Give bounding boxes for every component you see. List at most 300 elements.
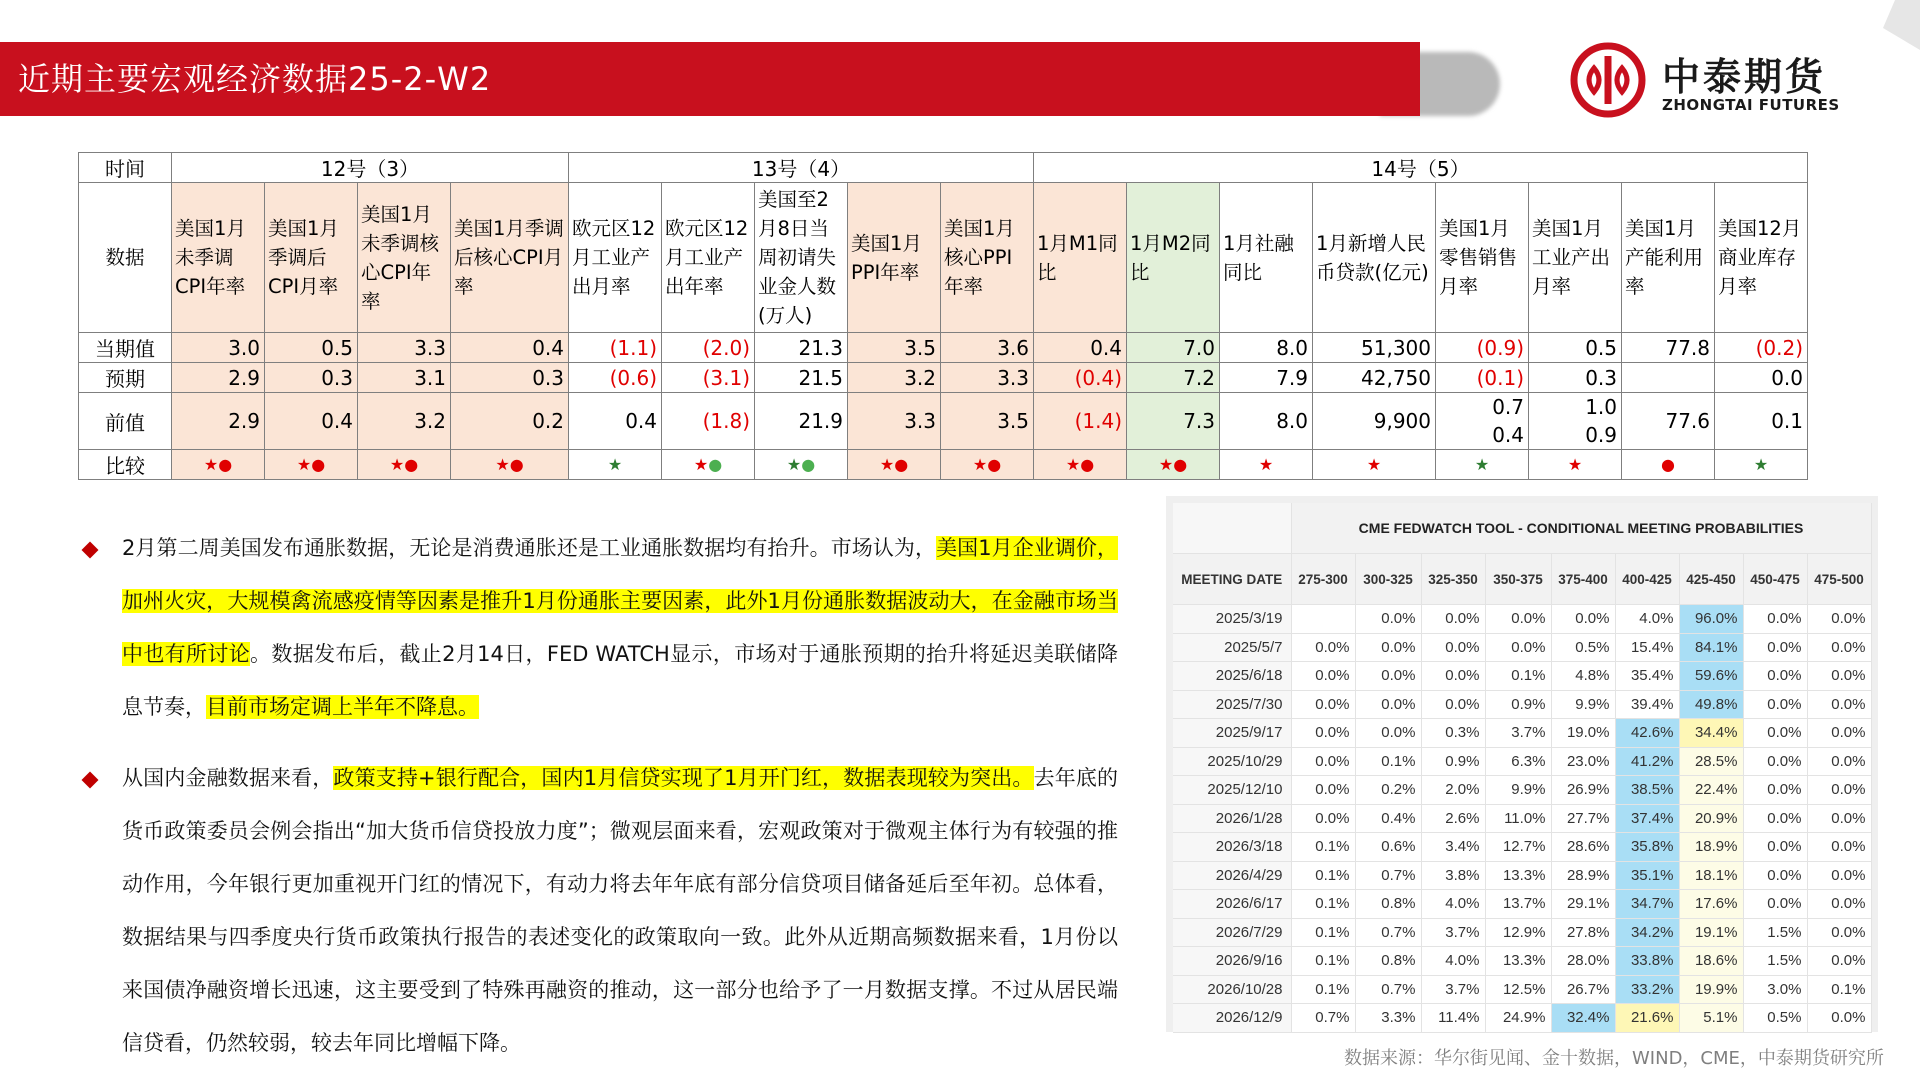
probability-cell: 24.9% (1485, 1004, 1551, 1033)
probability-cell: 35.4% (1615, 662, 1679, 691)
probability-cell: 0.0% (1743, 690, 1807, 719)
star-icon: ★ (1065, 455, 1081, 474)
probability-cell: 1.5% (1743, 947, 1807, 976)
probability-cell: 12.5% (1485, 975, 1551, 1004)
probability-cell: 0.0% (1743, 833, 1807, 862)
probability-cell: 13.7% (1485, 890, 1551, 919)
probability-cell: 0.0% (1551, 605, 1615, 634)
expected-value: 42,750 (1313, 363, 1436, 393)
probability-cell: 11.4% (1421, 1004, 1485, 1033)
probability-cell: 13.3% (1485, 861, 1551, 890)
probability-cell: 0.0% (1291, 633, 1355, 662)
bullet-paragraph (78, 522, 1118, 734)
fedwatch-title-row (1173, 503, 1871, 554)
fedwatch-row (1173, 776, 1871, 805)
indicator-name: 美国1月零售销售月率 (1436, 183, 1529, 333)
expected-value: 0.3 (1529, 363, 1622, 393)
probability-cell: 0.0% (1743, 719, 1807, 748)
meeting-date: 2026/7/29 (1173, 918, 1291, 947)
meeting-date: 2026/12/9 (1173, 1004, 1291, 1033)
fedwatch-row (1173, 633, 1871, 662)
compare-cell (569, 450, 662, 480)
rate-range-header: 425-450 (1679, 554, 1743, 605)
probability-cell: 27.8% (1551, 918, 1615, 947)
previous-value: 0.4 (569, 393, 662, 450)
current-value: 77.8 (1622, 333, 1715, 363)
current-value: 0.4 (1034, 333, 1127, 363)
meeting-date: 2026/4/29 (1173, 861, 1291, 890)
probability-cell: 3.8% (1421, 861, 1485, 890)
compare-cell (1127, 450, 1220, 480)
probability-cell: 0.5% (1743, 1004, 1807, 1033)
probability-cell: 59.6% (1679, 662, 1743, 691)
current-value: 51,300 (1313, 333, 1436, 363)
current-value: 7.0 (1127, 333, 1220, 363)
meeting-date: 2025/3/19 (1173, 605, 1291, 634)
indicator-name: 美国1月PPI年率 (848, 183, 941, 333)
previous-value: 21.9 (755, 393, 848, 450)
probability-cell: 0.0% (1291, 776, 1355, 805)
probability-cell: 0.0% (1743, 890, 1807, 919)
group-header: 13号（4） (569, 153, 1034, 183)
probability-cell: 42.6% (1615, 719, 1679, 748)
diamond-bullet-icon (82, 772, 99, 789)
dot-icon: ● (1661, 455, 1675, 474)
probability-cell: 37.4% (1615, 804, 1679, 833)
probability-cell: 0.0% (1807, 947, 1871, 976)
probability-cell: 35.8% (1615, 833, 1679, 862)
previous-value-initial: 1.0 (1585, 395, 1617, 419)
fedwatch-row (1173, 804, 1871, 833)
probability-cell: 4.0% (1615, 605, 1679, 634)
current-value: (0.9) (1436, 333, 1529, 363)
dot-icon: ● (708, 455, 723, 474)
star-icon: ★ (1753, 455, 1769, 474)
probability-cell: 29.1% (1551, 890, 1615, 919)
probability-cell: 0.0% (1291, 804, 1355, 833)
expected-value: (3.1) (662, 363, 755, 393)
probability-cell: 2.6% (1421, 804, 1485, 833)
current-value: 3.3 (358, 333, 451, 363)
commentary (78, 522, 1118, 1070)
zhongtai-logo-icon (1570, 42, 1646, 118)
star-icon: ★ (1474, 455, 1490, 474)
indicator-name: 美国1月未季调CPI年率 (172, 183, 265, 333)
probability-cell: 0.0% (1291, 662, 1355, 691)
probability-cell: 34.2% (1615, 918, 1679, 947)
star-icon: ★ (786, 455, 802, 474)
probability-cell: 2.0% (1421, 776, 1485, 805)
compare-cell (1034, 450, 1127, 480)
expected-value: 3.3 (941, 363, 1034, 393)
dot-icon: ● (1173, 455, 1188, 474)
expected-value: 0.3 (265, 363, 358, 393)
probability-cell: 0.0% (1807, 918, 1871, 947)
probability-cell: 0.3% (1421, 719, 1485, 748)
probability-cell: 38.5% (1615, 776, 1679, 805)
paragraph-text: 从国内金融数据来看， (122, 766, 334, 790)
probability-cell: 0.1% (1291, 918, 1355, 947)
probability-cell: 0.9% (1485, 690, 1551, 719)
fedwatch-column-header-row (1173, 554, 1871, 605)
previous-value: 8.0 (1220, 393, 1313, 450)
probability-cell: 26.7% (1551, 975, 1615, 1004)
rate-range-header: 350-375 (1485, 554, 1551, 605)
fedwatch-title: CME FEDWATCH TOOL - CONDITIONAL MEETING PROBABILITIES (1291, 503, 1871, 554)
indicator-name: 1月社融同比 (1220, 183, 1313, 333)
rate-range-header: 375-400 (1551, 554, 1615, 605)
probability-cell: 34.4% (1679, 719, 1743, 748)
compare-cell (1715, 450, 1808, 480)
compare-cell (941, 450, 1034, 480)
probability-cell: 0.0% (1485, 633, 1551, 662)
data-source-note: 数据来源：华尔街见闻、金十数据，WIND，CME，中泰期货研究所 (1344, 1048, 1884, 1069)
probability-cell: 9.9% (1485, 776, 1551, 805)
probability-cell: 17.6% (1679, 890, 1743, 919)
previous-value-initial: 0.7 (1492, 395, 1524, 419)
fedwatch-row (1173, 947, 1871, 976)
probability-cell: 0.0% (1807, 719, 1871, 748)
probability-cell: 15.4% (1615, 633, 1679, 662)
expected-value: 0.0 (1715, 363, 1808, 393)
probability-cell: 13.3% (1485, 947, 1551, 976)
logo-english-name: ZHONGTAI FUTURES (1662, 96, 1840, 114)
expected-value: 7.2 (1127, 363, 1220, 393)
probability-cell: 0.0% (1807, 1004, 1871, 1033)
diamond-bullet-icon (82, 542, 99, 559)
probability-cell: 21.6% (1615, 1004, 1679, 1033)
probability-cell: 35.1% (1615, 861, 1679, 890)
probability-cell: 6.3% (1485, 747, 1551, 776)
probability-cell: 18.6% (1679, 947, 1743, 976)
fedwatch-row (1173, 690, 1871, 719)
fedwatch-row (1173, 918, 1871, 947)
indicator-name: 美国1月未季调核心CPI年率 (358, 183, 451, 333)
fedwatch-row (1173, 890, 1871, 919)
probability-cell: 0.0% (1355, 690, 1421, 719)
expected-value: 21.5 (755, 363, 848, 393)
expected-value: (0.6) (569, 363, 662, 393)
probability-cell (1291, 605, 1355, 634)
fedwatch-row (1173, 861, 1871, 890)
meeting-date: 2025/7/30 (1173, 690, 1291, 719)
indicator-name-row (79, 183, 1808, 333)
probability-cell: 0.8% (1355, 890, 1421, 919)
group-header-row (79, 153, 1808, 183)
probability-cell: 0.0% (1807, 633, 1871, 662)
probability-cell: 28.9% (1551, 861, 1615, 890)
previous-value: 9,900 (1313, 393, 1436, 450)
row-label: 当期值 (79, 333, 172, 363)
page-title: 近期主要宏观经济数据25-2-W2 (18, 60, 492, 98)
indicator-name: 美国1月工业产出月率 (1529, 183, 1622, 333)
probability-cell: 0.7% (1355, 918, 1421, 947)
current-value: 21.3 (755, 333, 848, 363)
probability-cell: 0.0% (1291, 719, 1355, 748)
current-value: (0.2) (1715, 333, 1808, 363)
meeting-date-header: MEETING DATE (1173, 554, 1291, 605)
previous-value-row (79, 393, 1808, 450)
probability-cell: 0.0% (1743, 633, 1807, 662)
paragraph-text: 2月第二周美国发布通胀数据，无论是消费通胀还是工业通胀数据均有抬升。市场认为， (122, 536, 937, 560)
fedwatch-row (1173, 662, 1871, 691)
indicator-name: 美国1月季调后核心CPI月率 (451, 183, 569, 333)
probability-cell: 0.0% (1355, 633, 1421, 662)
compare-cell (1622, 450, 1715, 480)
probability-cell: 0.7% (1355, 861, 1421, 890)
previous-value: 2.9 (172, 393, 265, 450)
previous-value: 0.2 (451, 393, 569, 450)
previous-value: 0.1 (1715, 393, 1808, 450)
star-icon: ★ (495, 455, 510, 474)
compare-cell (1313, 450, 1436, 480)
probability-cell: 0.0% (1355, 662, 1421, 691)
probability-cell: 28.5% (1679, 747, 1743, 776)
star-icon: ★ (203, 455, 219, 474)
star-icon: ★ (607, 455, 623, 474)
probability-cell: 0.0% (1743, 861, 1807, 890)
time-label: 时间 (79, 153, 172, 183)
previous-value: 0.4 (265, 393, 358, 450)
probability-cell: 4.0% (1421, 890, 1485, 919)
compare-cell (1436, 450, 1529, 480)
meeting-date: 2025/12/10 (1173, 776, 1291, 805)
current-value: 3.6 (941, 333, 1034, 363)
dot-icon: ● (404, 455, 419, 474)
rate-range-header: 300-325 (1355, 554, 1421, 605)
current-value: 0.5 (265, 333, 358, 363)
current-value: (1.1) (569, 333, 662, 363)
probability-cell: 0.0% (1743, 804, 1807, 833)
dot-icon: ● (894, 455, 909, 474)
probability-cell: 5.1% (1679, 1004, 1743, 1033)
fedwatch-row (1173, 1004, 1871, 1033)
previous-value: 3.3 (848, 393, 941, 450)
expected-value: (0.4) (1034, 363, 1127, 393)
meeting-date: 2026/6/17 (1173, 890, 1291, 919)
previous-value: 77.6 (1622, 393, 1715, 450)
probability-cell: 22.4% (1679, 776, 1743, 805)
probability-cell: 0.7% (1355, 975, 1421, 1004)
highlighted-text: 政策支持+银行配合，国内1月信贷实现了1月开门红，数据表现较为突出。 (333, 766, 1034, 790)
previous-value: 3.2 (358, 393, 451, 450)
probability-cell: 0.2% (1355, 776, 1421, 805)
probability-cell: 0.0% (1807, 833, 1871, 862)
probability-cell: 26.9% (1551, 776, 1615, 805)
probability-cell: 19.9% (1679, 975, 1743, 1004)
probability-cell: 0.0% (1355, 719, 1421, 748)
rate-range-header: 400-425 (1615, 554, 1679, 605)
probability-cell: 3.0% (1743, 975, 1807, 1004)
star-icon: ★ (879, 455, 895, 474)
expected-value: 2.9 (172, 363, 265, 393)
current-value-row (79, 333, 1808, 363)
probability-cell: 0.0% (1291, 690, 1355, 719)
probability-cell: 0.0% (1421, 633, 1485, 662)
fedwatch-row (1173, 719, 1871, 748)
compare-cell (1529, 450, 1622, 480)
highlighted-text: 目前市场定调上半年不降息。 (206, 695, 479, 719)
probability-cell: 3.7% (1421, 918, 1485, 947)
logo-chinese-name: 中泰期货 (1662, 55, 1827, 99)
dot-icon: ● (1080, 455, 1095, 474)
probability-cell: 0.0% (1291, 747, 1355, 776)
fedwatch-row (1173, 747, 1871, 776)
expected-value: 3.1 (358, 363, 451, 393)
expected-value: 7.9 (1220, 363, 1313, 393)
indicator-name: 1月新增人民币贷款(亿元) (1313, 183, 1436, 333)
indicator-name: 美国12月商业库存月率 (1715, 183, 1808, 333)
star-icon: ★ (1366, 455, 1382, 474)
probability-cell: 3.7% (1421, 975, 1485, 1004)
indicator-name: 1月M2同比 (1127, 183, 1220, 333)
blank-cell (1173, 503, 1291, 554)
expected-value-row (79, 363, 1808, 393)
probability-cell: 19.0% (1551, 719, 1615, 748)
compare-cell (755, 450, 848, 480)
probability-cell: 0.0% (1807, 690, 1871, 719)
probability-cell: 0.1% (1291, 975, 1355, 1004)
probability-cell: 32.4% (1551, 1004, 1615, 1033)
previous-value: (1.4) (1034, 393, 1127, 450)
probability-cell: 0.5% (1551, 633, 1615, 662)
probability-cell: 34.7% (1615, 890, 1679, 919)
probability-cell: 0.1% (1291, 890, 1355, 919)
probability-cell: 0.0% (1807, 861, 1871, 890)
meeting-date: 2025/9/17 (1173, 719, 1291, 748)
probability-cell: 0.1% (1291, 833, 1355, 862)
probability-cell: 0.1% (1291, 947, 1355, 976)
probability-cell: 0.0% (1485, 605, 1551, 634)
current-value: 0.5 (1529, 333, 1622, 363)
expected-value: 0.3 (451, 363, 569, 393)
current-value: 8.0 (1220, 333, 1313, 363)
probability-cell: 0.0% (1355, 605, 1421, 634)
probability-cell: 49.8% (1679, 690, 1743, 719)
star-icon: ★ (1258, 455, 1274, 474)
compare-cell (848, 450, 941, 480)
probability-cell: 0.0% (1421, 662, 1485, 691)
dot-icon: ● (987, 455, 1002, 474)
expected-value: (0.1) (1436, 363, 1529, 393)
probability-cell: 0.0% (1743, 605, 1807, 634)
compare-cell (451, 450, 569, 480)
probability-cell: 19.1% (1679, 918, 1743, 947)
company-logo (1570, 40, 1900, 130)
probability-cell: 0.1% (1807, 975, 1871, 1004)
probability-cell: 0.0% (1743, 662, 1807, 691)
probability-cell: 23.0% (1551, 747, 1615, 776)
meeting-date: 2025/5/7 (1173, 633, 1291, 662)
indicator-name: 美国1月产能利用率 (1622, 183, 1715, 333)
compare-cell (358, 450, 451, 480)
current-value: 3.5 (848, 333, 941, 363)
current-value: (2.0) (662, 333, 755, 363)
fedwatch-row (1173, 833, 1871, 862)
fedwatch-row (1173, 605, 1871, 634)
probability-cell: 12.7% (1485, 833, 1551, 862)
expected-value: 3.2 (848, 363, 941, 393)
indicator-name: 美国至2月8日当周初请失业金人数(万人) (755, 183, 848, 333)
probability-cell: 39.4% (1615, 690, 1679, 719)
fedwatch-table (1173, 503, 1872, 1033)
compare-cell (265, 450, 358, 480)
paragraph-text: 。数据发布后，截止2月14日，FED WATCH显示，市场对于通胀预期的抬升将延迟美联储降息节奏， (122, 642, 1118, 719)
data-label: 数据 (79, 183, 172, 333)
star-icon: ★ (1567, 455, 1583, 474)
probability-cell: 20.9% (1679, 804, 1743, 833)
probability-cell: 0.4% (1355, 804, 1421, 833)
indicator-name: 美国1月季调后CPI月率 (265, 183, 358, 333)
group-header: 12号（3） (172, 153, 569, 183)
probability-cell: 33.8% (1615, 947, 1679, 976)
previous-value: 3.5 (941, 393, 1034, 450)
indicator-name: 美国1月核心PPI年率 (941, 183, 1034, 333)
probability-cell: 96.0% (1679, 605, 1743, 634)
row-label: 预期 (79, 363, 172, 393)
probability-cell: 4.8% (1551, 662, 1615, 691)
macro-data-table (78, 152, 1808, 480)
previous-value-revised: 0.9 (1585, 423, 1617, 447)
dot-icon: ● (218, 455, 233, 474)
probability-cell: 0.0% (1421, 605, 1485, 634)
previous-value: 7.3 (1127, 393, 1220, 450)
bullet-paragraph (78, 752, 1118, 1070)
probability-cell: 4.0% (1421, 947, 1485, 976)
expected-value (1622, 363, 1715, 393)
rate-range-header: 475-500 (1807, 554, 1871, 605)
indicator-name: 欧元区12月工业产出年率 (662, 183, 755, 333)
probability-cell: 0.0% (1807, 747, 1871, 776)
probability-cell: 0.7% (1291, 1004, 1355, 1033)
probability-cell: 12.9% (1485, 918, 1551, 947)
previous-value (1436, 393, 1529, 450)
probability-cell: 3.3% (1355, 1004, 1421, 1033)
star-icon: ★ (296, 455, 312, 474)
star-icon: ★ (1158, 455, 1174, 474)
indicator-name: 欧元区12月工业产出月率 (569, 183, 662, 333)
probability-cell: 0.1% (1291, 861, 1355, 890)
highlighted-text: 美国1月企业调价，加州火灾，大规模禽流感疫情等因素是推升1月份通胀主要因素，此外1月份通胀数据波动大，在金融市场当中也有所讨论 (122, 536, 1118, 666)
indicator-name: 1月M1同比 (1034, 183, 1127, 333)
probability-cell: 28.0% (1551, 947, 1615, 976)
meeting-date: 2026/1/28 (1173, 804, 1291, 833)
probability-cell: 11.0% (1485, 804, 1551, 833)
row-label: 前值 (79, 393, 172, 450)
dot-icon: ● (509, 455, 524, 474)
probability-cell: 0.6% (1355, 833, 1421, 862)
meeting-date: 2025/10/29 (1173, 747, 1291, 776)
meeting-date: 2025/6/18 (1173, 662, 1291, 691)
probability-cell: 1.5% (1743, 918, 1807, 947)
dot-icon: ● (801, 455, 816, 474)
previous-value: (1.8) (662, 393, 755, 450)
star-icon: ★ (389, 455, 405, 474)
probability-cell: 0.8% (1355, 947, 1421, 976)
probability-cell: 0.1% (1355, 747, 1421, 776)
probability-cell: 3.4% (1421, 833, 1485, 862)
current-value: 0.4 (451, 333, 569, 363)
rate-range-header: 275-300 (1291, 554, 1355, 605)
fedwatch-panel (1166, 496, 1878, 1032)
probability-cell: 0.0% (1807, 890, 1871, 919)
compare-cell (1220, 450, 1313, 480)
meeting-date: 2026/3/18 (1173, 833, 1291, 862)
previous-value (1529, 393, 1622, 450)
rate-range-header: 450-475 (1743, 554, 1807, 605)
probability-cell: 0.0% (1807, 662, 1871, 691)
probability-cell: 27.7% (1551, 804, 1615, 833)
